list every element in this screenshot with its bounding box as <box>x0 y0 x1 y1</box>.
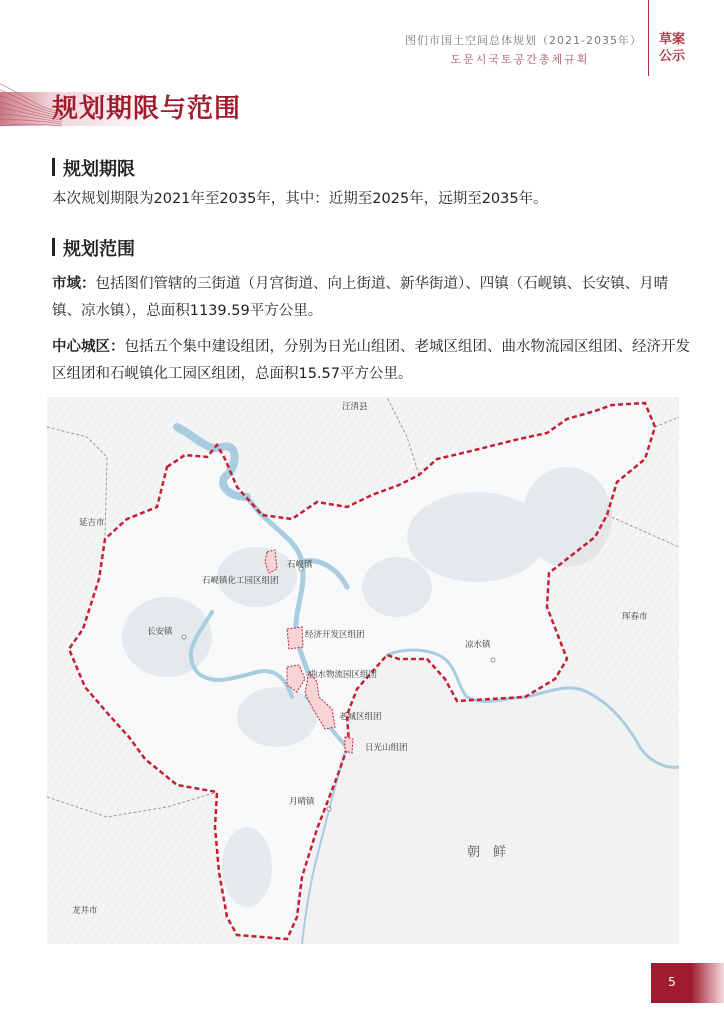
header-divider <box>648 0 649 76</box>
central-urban-paragraph <box>52 334 692 388</box>
label-liangshui: 凉水镇 <box>465 640 491 650</box>
planning-period-text: 本次规划期限为2021年至2035年，其中：近期至2025年，远期至2035年。 <box>52 191 548 207</box>
city-area-text: 包括图们管辖的三街道（月宫街道、向上街道、新华街道）、四镇（石岘镇、长安镇、月晴镇、凉水镇），总面积1139.59平方公里。 <box>52 276 669 319</box>
page-number: 5 <box>668 975 676 989</box>
section-heading-planning-scope: 规划范围 <box>52 235 135 261</box>
section-heading-planning-period: 规划期限 <box>52 155 135 181</box>
label-shixian: 石岘镇 <box>287 560 313 570</box>
central-urban-label: 中心城区： <box>52 339 125 355</box>
label-korea: 朝 鲜 <box>467 845 507 860</box>
document-subtitle-korean: 도문시국토공간총체규획 <box>450 53 590 66</box>
label-longjing: 龙井市 <box>72 906 98 916</box>
label-changan: 长安镇 <box>147 627 173 637</box>
central-urban-text: 包括五个集中建设组团，分别为日光山组团、老城区组团、曲水物流园区组团、经济开发区组团和石岘镇化工园区组团，总面积15.57平方公里。 <box>52 339 690 382</box>
cluster-riguangshan <box>345 737 353 753</box>
draft-badge-line2: 公示 <box>658 49 685 64</box>
city-area-paragraph <box>52 271 692 325</box>
label-yueqing: 月晴镇 <box>289 797 315 807</box>
draft-badge <box>654 31 690 65</box>
planning-scope-map <box>47 397 679 944</box>
cluster-jingji <box>287 627 303 649</box>
city-area-label: 市域： <box>52 276 96 292</box>
label-hunchun: 珲春市 <box>622 612 648 622</box>
label-shixian-park: 石岘镇化工园区组团 <box>202 576 279 586</box>
label-riguangshan: 日光山组团 <box>365 743 408 753</box>
page-title: 规划期限与范围 <box>52 94 242 124</box>
label-yanji: 延吉市 <box>79 518 105 528</box>
label-wangqing: 汪清县 <box>342 402 368 412</box>
label-laocheng: 老城区组团 <box>339 712 382 722</box>
document-title: 图们市国土空间总体规划（2021-2035年） <box>405 34 642 47</box>
label-qushui: 曲水物流园区组团 <box>309 670 378 680</box>
label-jingji: 经济开发区组团 <box>305 630 365 640</box>
draft-badge-line1: 草案 <box>658 32 685 47</box>
